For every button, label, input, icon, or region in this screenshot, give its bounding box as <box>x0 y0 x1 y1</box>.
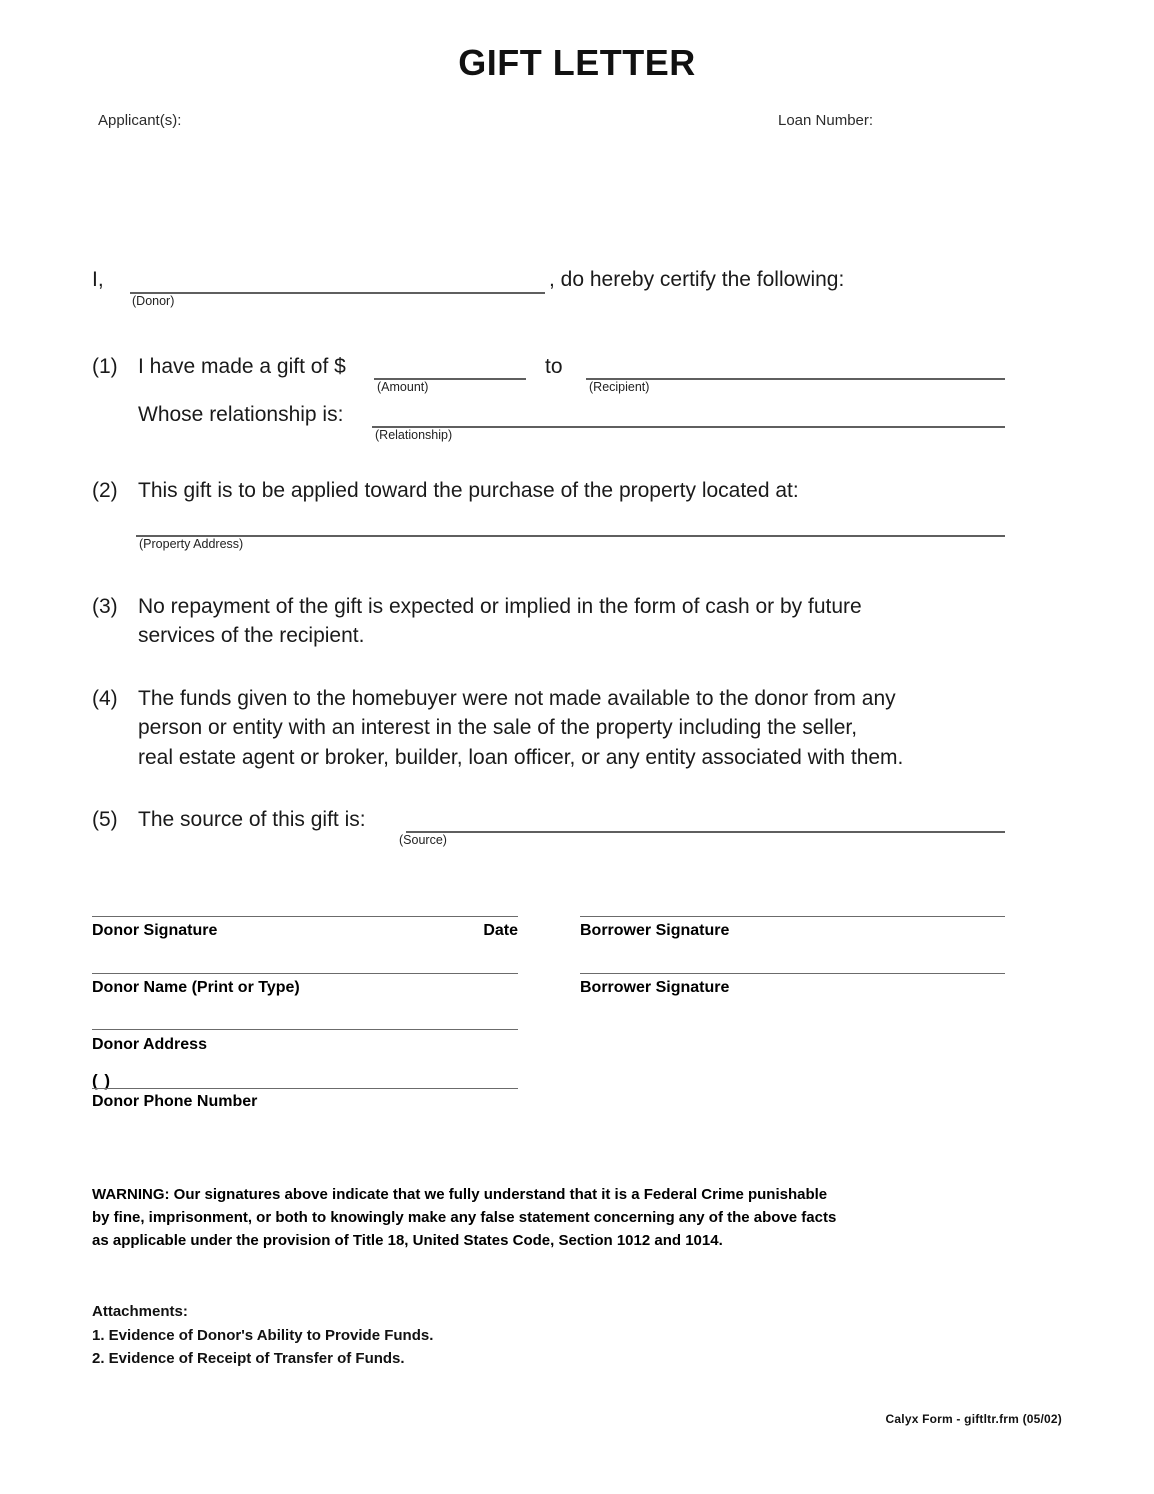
relationship-blank-line[interactable] <box>372 426 1005 428</box>
source-blank-line[interactable] <box>406 831 1005 833</box>
relationship-caption: (Relationship) <box>375 428 453 442</box>
item-1-text-a: I have made a gift of $ <box>138 355 346 378</box>
item-3-text-line1: No repayment of the gift is expected or implied in the form of cash or by future <box>138 595 862 618</box>
item-2-text: This gift is to be applied toward the purchase of the property located at: <box>138 479 799 502</box>
amount-caption: (Amount) <box>377 380 429 394</box>
item-3-text-line2: services of the recipient. <box>138 624 365 647</box>
certify-lead: I, <box>92 268 104 291</box>
donor-phone-line[interactable] <box>92 1088 518 1089</box>
phone-area-code-parens[interactable]: ( ) <box>92 1071 112 1090</box>
property-address-caption: (Property Address) <box>139 537 244 551</box>
item-1-text-b: to <box>545 355 563 378</box>
form-footer: Calyx Form - giftltr.frm (05/02) <box>885 1412 1062 1426</box>
item-4-text-line2: person or entity with an interest in the sale of the property including the seller, <box>138 716 858 739</box>
date-label: Date <box>483 922 518 939</box>
item-2-number: (2) <box>92 479 118 502</box>
warning-block <box>92 1183 992 1252</box>
property-address-blank-line[interactable] <box>136 535 1005 537</box>
source-caption: (Source) <box>399 833 447 847</box>
donor-phone-label: Donor Phone Number <box>92 1093 258 1110</box>
item-4-text-line3: real estate agent or broker, builder, loan officer, or any entity associated with them. <box>138 746 904 769</box>
warning-line-2: by fine, imprisonment, or both to knowingly make any false statement concerning any of the above facts <box>92 1209 837 1226</box>
recipient-caption: (Recipient) <box>589 380 650 394</box>
borrower-signature-label-2: Borrower Signature <box>580 979 730 996</box>
donor-address-line[interactable] <box>92 1029 518 1030</box>
attachment-item-2: 2. Evidence of Receipt of Transfer of Funds. <box>92 1350 405 1367</box>
donor-name-label: Donor Name (Print or Type) <box>92 979 300 996</box>
applicant-label: Applicant(s): <box>98 112 182 129</box>
certify-trailing: , do hereby certify the following: <box>549 268 845 291</box>
warning-line-1: WARNING: Our signatures above indicate that we fully understand that it is a Federal Crime punishable <box>92 1186 828 1203</box>
donor-address-label: Donor Address <box>92 1036 207 1053</box>
donor-blank-line[interactable] <box>130 292 545 294</box>
donor-caption: (Donor) <box>132 294 175 308</box>
borrower-signature-line-2[interactable] <box>580 973 1005 974</box>
loan-number-label: Loan Number: <box>778 112 874 129</box>
attachment-item-1: 1. Evidence of Donor's Ability to Provide Funds. <box>92 1327 434 1344</box>
attachments-title: Attachments: <box>92 1303 188 1320</box>
borrower-signature-line-1[interactable] <box>580 916 1005 917</box>
item-1-relationship-text: Whose relationship is: <box>138 403 344 426</box>
item-4-number: (4) <box>92 687 118 710</box>
warning-line-3: as applicable under the provision of Title 18, United States Code, Section 1012 and 1014. <box>92 1232 723 1249</box>
item-5-text: The source of this gift is: <box>138 808 366 831</box>
item-3-number: (3) <box>92 595 118 618</box>
page-title: GIFT LETTER <box>458 42 696 83</box>
donor-signature-label: Donor Signature <box>92 922 218 939</box>
borrower-signature-label-1: Borrower Signature <box>580 922 730 939</box>
item-1-number: (1) <box>92 355 118 378</box>
donor-name-line[interactable] <box>92 973 518 974</box>
item-4-text-line1: The funds given to the homebuyer were not made available to the donor from any <box>138 687 896 710</box>
donor-signature-line[interactable] <box>92 916 518 917</box>
item-5-number: (5) <box>92 808 118 831</box>
